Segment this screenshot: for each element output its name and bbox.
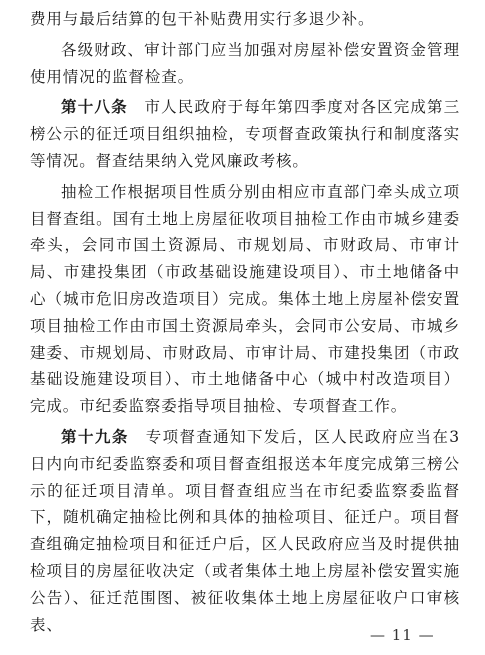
page-number: — 11 — bbox=[370, 626, 435, 644]
article-19-paragraph bbox=[30, 424, 460, 638]
article-18-body: 市人民政府于每年第四季度对各区完成第三榜公示的征迁项目组织抽检，专项督查政策执行和制度落实等情况。督查结果纳入党风廉政考核。 bbox=[30, 98, 460, 170]
inspection-organization-paragraph: 抽检工作根据项目性质分别由相应市直部门牵头成立项目督查组。国有土地上房屋征收项目抽检工作由市城乡建委牵头，会同市国土资源局、市规划局、市财政局、市审计局、市建投集团（市政基础设施建设项目）、市土地储备中心（城市危旧房改造项目）完成。集体土地上房屋补偿安置项目抽检工作由市国土资源局牵头，会同市公安局、市城乡建委、市规划局、市财政局、市审计局、市建投集团（市政基础设施建设项目）、市土地储备中心（城中村改造项目）完成。市纪委监察委指导项目抽检、专项督查工作。 bbox=[30, 182, 460, 416]
article-18-paragraph bbox=[30, 94, 460, 174]
paragraph-continuation: 费用与最后结算的包干补贴费用实行多退少补。 bbox=[30, 10, 375, 28]
article-19-body: 专项督查通知下发后，区人民政府应当在3日内向市纪委监察委和项目督查组报送本年度完成第三榜公示的征迁项目清单。项目督查组应当在市纪委监察委监督下，随机确定抽检比例和具体的抽检项目、征迁户。项目督查组确定抽检项目和征迁户后，区人民政府应当及时提供抽检项目的房屋征收决定（或者集体土地上房屋补偿安置实施公告）、征迁范围图、被征收集体土地上房屋征收户口审核表、 bbox=[30, 427, 461, 634]
article-19-number: 第十九条 bbox=[61, 427, 129, 446]
paragraph-supervision: 各级财政、审计部门应当加强对房屋补偿安置资金管理使用情况的监督检查。 bbox=[30, 40, 460, 86]
document-page bbox=[30, 6, 460, 638]
article-18-number: 第十八条 bbox=[61, 98, 128, 117]
